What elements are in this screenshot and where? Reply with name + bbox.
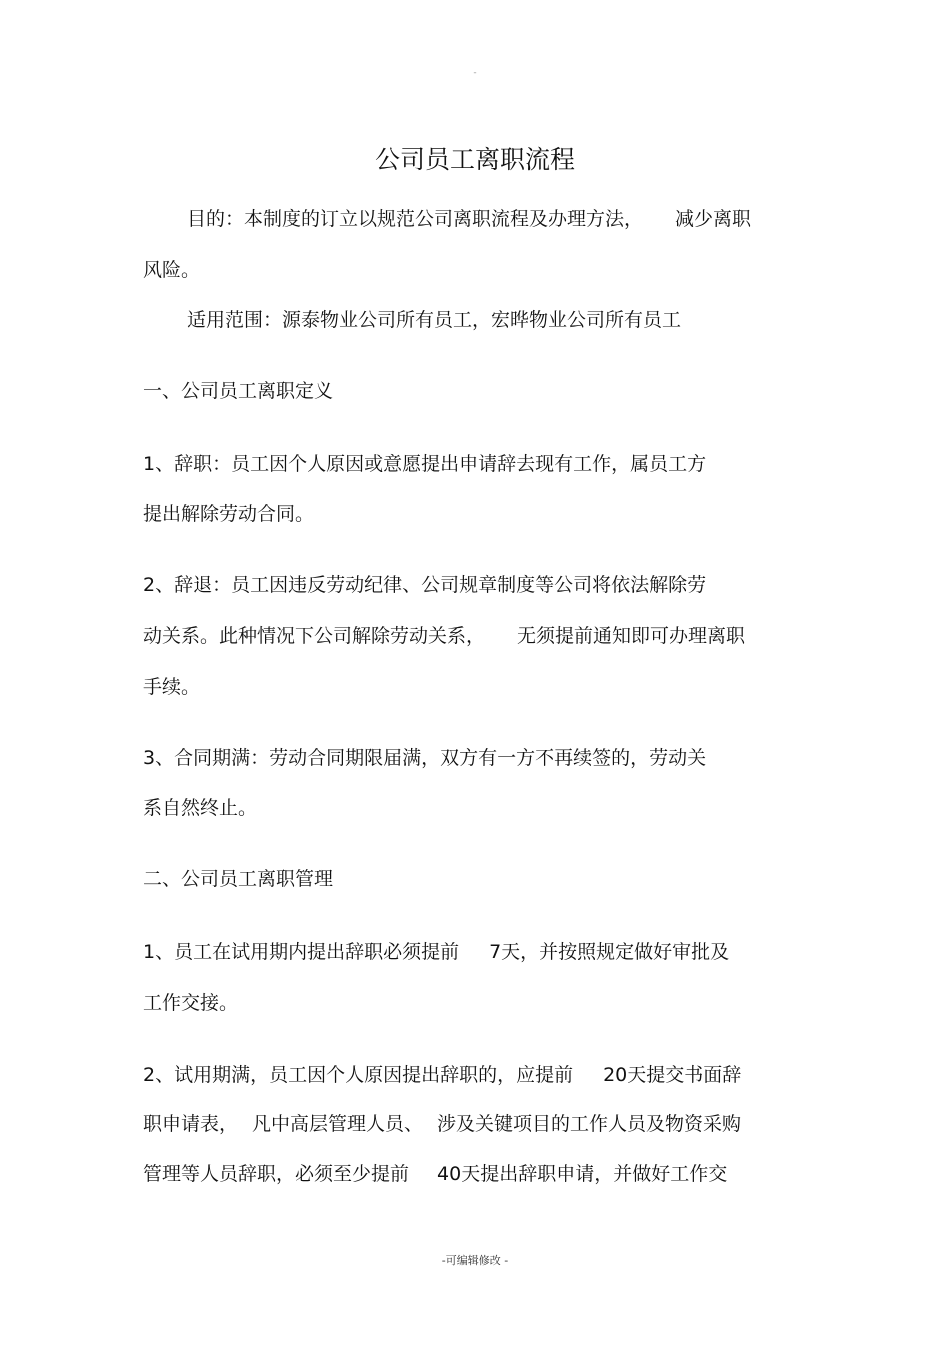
s1-item2-line1: 2、辞退：员工因违反劳动纪律、公司规章制度等公司将依法解除劳: [143, 574, 707, 596]
s2-item2-line3-a: 管理等人员辞职，必须至少提前: [143, 1163, 410, 1185]
s2-item2-line2-b: 凡中高层管理人员、: [252, 1113, 424, 1135]
s2-item1-line1-a: 1、员工在试用期内提出辞职必须提前: [143, 941, 460, 963]
purpose-text-a: 目的：本制度的订立以规范公司离职流程及办理方法，: [187, 208, 644, 230]
s1-item3-line2: 系自然终止。: [143, 797, 258, 819]
purpose-text-b: 减少离职: [675, 208, 752, 230]
s2-item2-line1: [143, 1061, 741, 1089]
page-title: 公司员工离职流程: [374, 145, 575, 174]
scope-line: 适用范围：源泰物业公司所有员工，宏晔物业公司所有员工: [187, 309, 682, 331]
s1-item2-line2: [143, 622, 745, 650]
s1-item2-line2-a: 动关系。此种情况下公司解除劳动关系，: [143, 625, 486, 647]
s2-item1-line2: 工作交接。: [143, 992, 239, 1014]
s2-item2-line3-b: 40天提出辞职申请，并做好工作交: [437, 1163, 728, 1185]
s2-item2-line3: [143, 1160, 727, 1188]
s1-item1-line1: 1、辞职：员工因个人原因或意愿提出申请辞去现有工作，属员工方: [143, 453, 707, 475]
purpose-line-1: [187, 205, 751, 233]
section1-heading: 一、公司员工离职定义: [143, 380, 334, 402]
s2-item2-line2: [143, 1110, 741, 1138]
s2-item2-line2-c: 涉及关键项目的工作人员及物资采购: [437, 1113, 742, 1135]
section2-heading: 二、公司员工离职管理: [143, 868, 334, 890]
s1-item1-line2: 提出解除劳动合同。: [143, 503, 315, 525]
s2-item1-line1-b: 7天，并按照规定做好审批及: [489, 941, 730, 963]
page-footer: -可编辑修改 -: [441, 1254, 509, 1267]
s2-item2-line2-a: 职申请表，: [143, 1113, 239, 1135]
s1-item2-line2-b: 无须提前通知即可办理离职: [517, 625, 746, 647]
header-mark: -: [473, 68, 477, 78]
purpose-line-2: 风险。: [143, 259, 201, 281]
s2-item2-line1-b: 20天提交书面辞: [603, 1064, 742, 1086]
s1-item3-line1: 3、合同期满：劳动合同期限届满，双方有一方不再续签的，劳动关: [143, 747, 707, 769]
s2-item1-line1: [143, 938, 729, 966]
s2-item2-line1-a: 2、试用期满，员工因个人原因提出辞职的，应提前: [143, 1064, 574, 1086]
s1-item2-line3: 手续。: [143, 676, 201, 698]
